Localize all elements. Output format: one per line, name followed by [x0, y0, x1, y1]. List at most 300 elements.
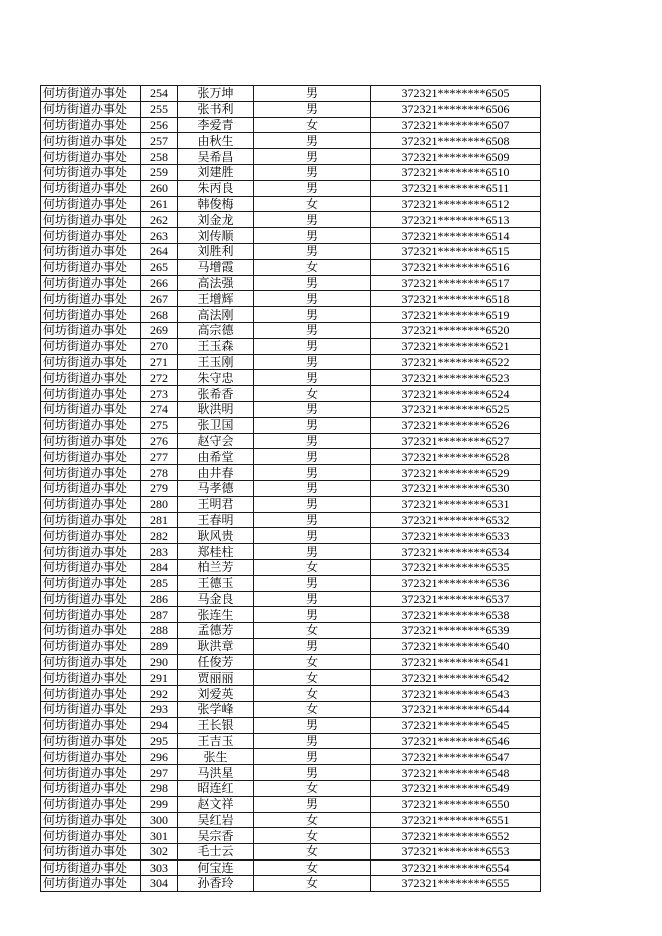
- cell-id-number[interactable]: 372321********6529: [371, 465, 541, 481]
- cell-person-name[interactable]: 张生: [178, 749, 254, 765]
- cell-person-name[interactable]: 李爱青: [178, 117, 254, 133]
- cell-office[interactable]: 何坊街道办事处: [41, 449, 141, 465]
- cell-person-name[interactable]: 耿风贵: [178, 528, 254, 544]
- cell-person-name[interactable]: 柏兰芳: [178, 559, 254, 575]
- cell-serial-number[interactable]: 270: [141, 338, 178, 354]
- cell-id-number[interactable]: 372321********6524: [371, 386, 541, 402]
- cell-serial-number[interactable]: 271: [141, 354, 178, 370]
- cell-serial-number[interactable]: 266: [141, 275, 178, 291]
- table-row: [41, 117, 541, 133]
- table-row: [41, 449, 541, 465]
- cell-gender[interactable]: 女: [254, 259, 371, 275]
- table-row: [41, 654, 541, 670]
- table-row: [41, 796, 541, 812]
- cell-id-number[interactable]: 372321********6525: [371, 401, 541, 417]
- cell-id-number[interactable]: 372321********6520: [371, 322, 541, 338]
- cell-office[interactable]: 何坊街道办事处: [41, 702, 141, 718]
- cell-gender[interactable]: 男: [254, 607, 371, 623]
- cell-serial-number[interactable]: 285: [141, 575, 178, 591]
- cell-person-name[interactable]: 张希香: [178, 386, 254, 402]
- table-row: [41, 196, 541, 212]
- cell-serial-number[interactable]: 273: [141, 386, 178, 402]
- cell-person-name[interactable]: 郑桂柱: [178, 544, 254, 560]
- cell-id-number[interactable]: 372321********6546: [371, 733, 541, 749]
- cell-office[interactable]: 何坊街道办事处: [41, 180, 141, 196]
- cell-gender[interactable]: 男: [254, 307, 371, 323]
- cell-id-number[interactable]: 372321********6505: [371, 86, 541, 102]
- cell-serial-number[interactable]: 281: [141, 512, 178, 528]
- cell-gender[interactable]: 男: [254, 243, 371, 259]
- cell-office[interactable]: 何坊街道办事处: [41, 322, 141, 338]
- table-row: [41, 133, 541, 149]
- table-row: [41, 875, 541, 891]
- table-row: [41, 322, 541, 338]
- cell-person-name[interactable]: 张连生: [178, 607, 254, 623]
- cell-office[interactable]: 何坊街道办事处: [41, 417, 141, 433]
- cell-office[interactable]: 何坊街道办事处: [41, 559, 141, 575]
- cell-person-name[interactable]: 王明君: [178, 496, 254, 512]
- cell-office[interactable]: 何坊街道办事处: [41, 291, 141, 307]
- cell-person-name[interactable]: 朱丙良: [178, 180, 254, 196]
- cell-gender[interactable]: 男: [254, 338, 371, 354]
- table-row: [41, 354, 541, 370]
- cell-serial-number[interactable]: 262: [141, 212, 178, 228]
- cell-serial-number[interactable]: 261: [141, 196, 178, 212]
- cell-office[interactable]: 何坊街道办事处: [41, 860, 141, 876]
- table-row: [41, 559, 541, 575]
- cell-gender[interactable]: 男: [254, 512, 371, 528]
- cell-id-number[interactable]: 372321********6526: [371, 417, 541, 433]
- cell-gender[interactable]: 女: [254, 654, 371, 670]
- cell-id-number[interactable]: 372321********6538: [371, 607, 541, 623]
- cell-id-number[interactable]: 372321********6521: [371, 338, 541, 354]
- cell-office[interactable]: 何坊街道办事处: [41, 796, 141, 812]
- cell-id-number[interactable]: 372321********6507: [371, 117, 541, 133]
- cell-person-name[interactable]: 吴希昌: [178, 149, 254, 165]
- cell-person-name[interactable]: 马孝德: [178, 480, 254, 496]
- cell-office[interactable]: 何坊街道办事处: [41, 133, 141, 149]
- cell-person-name[interactable]: 王玉森: [178, 338, 254, 354]
- cell-gender[interactable]: 女: [254, 702, 371, 718]
- table-row: [41, 575, 541, 591]
- cell-gender[interactable]: 男: [254, 465, 371, 481]
- cell-id-number[interactable]: 372321********6519: [371, 307, 541, 323]
- table-row: [41, 749, 541, 765]
- cell-gender[interactable]: 男: [254, 480, 371, 496]
- cell-person-name[interactable]: 耿洪明: [178, 401, 254, 417]
- cell-person-name[interactable]: 马金良: [178, 591, 254, 607]
- cell-gender[interactable]: 男: [254, 765, 371, 781]
- cell-serial-number[interactable]: 287: [141, 607, 178, 623]
- cell-id-number[interactable]: 372321********6532: [371, 512, 541, 528]
- table-row: [41, 717, 541, 733]
- cell-serial-number[interactable]: 301: [141, 828, 178, 844]
- roster-table-sheet: [40, 85, 541, 892]
- cell-person-name[interactable]: 耿洪章: [178, 638, 254, 654]
- cell-person-name[interactable]: 贾丽丽: [178, 670, 254, 686]
- cell-gender[interactable]: 女: [254, 828, 371, 844]
- cell-person-name[interactable]: 张万坤: [178, 86, 254, 102]
- cell-person-name[interactable]: 吴红岩: [178, 812, 254, 828]
- cell-office[interactable]: 何坊街道办事处: [41, 875, 141, 891]
- cell-serial-number[interactable]: 297: [141, 765, 178, 781]
- cell-id-number[interactable]: 372321********6527: [371, 433, 541, 449]
- cell-office[interactable]: 何坊街道办事处: [41, 401, 141, 417]
- cell-gender[interactable]: 女: [254, 623, 371, 639]
- cell-id-number[interactable]: 372321********6513: [371, 212, 541, 228]
- cell-serial-number[interactable]: 260: [141, 180, 178, 196]
- cell-office[interactable]: 何坊街道办事处: [41, 228, 141, 244]
- cell-id-number[interactable]: 372321********6544: [371, 702, 541, 718]
- table-row: [41, 480, 541, 496]
- cell-serial-number[interactable]: 276: [141, 433, 178, 449]
- cell-person-name[interactable]: 高宗德: [178, 322, 254, 338]
- cell-id-number[interactable]: 372321********6553: [371, 844, 541, 860]
- cell-office[interactable]: 何坊街道办事处: [41, 212, 141, 228]
- cell-person-name[interactable]: 王增辉: [178, 291, 254, 307]
- table-row: [41, 544, 541, 560]
- table-row: [41, 180, 541, 196]
- cell-id-number[interactable]: 372321********6514: [371, 228, 541, 244]
- cell-office[interactable]: 何坊街道办事处: [41, 307, 141, 323]
- cell-person-name[interactable]: 刘传顺: [178, 228, 254, 244]
- cell-serial-number[interactable]: 258: [141, 149, 178, 165]
- table-row: [41, 338, 541, 354]
- cell-office[interactable]: 何坊街道办事处: [41, 117, 141, 133]
- cell-gender[interactable]: 男: [254, 212, 371, 228]
- cell-person-name[interactable]: 马洪星: [178, 765, 254, 781]
- cell-person-name[interactable]: 王长银: [178, 717, 254, 733]
- roster-table: [40, 85, 541, 892]
- cell-gender[interactable]: 男: [254, 133, 371, 149]
- cell-office[interactable]: 何坊街道办事处: [41, 544, 141, 560]
- cell-person-name[interactable]: 韩俊梅: [178, 196, 254, 212]
- cell-id-number[interactable]: 372321********6536: [371, 575, 541, 591]
- cell-gender[interactable]: 女: [254, 559, 371, 575]
- cell-serial-number[interactable]: 292: [141, 686, 178, 702]
- cell-serial-number[interactable]: 280: [141, 496, 178, 512]
- cell-person-name[interactable]: 朱守忠: [178, 370, 254, 386]
- table-row: [41, 417, 541, 433]
- cell-person-name[interactable]: 王玉刚: [178, 354, 254, 370]
- cell-id-number[interactable]: 372321********6550: [371, 796, 541, 812]
- cell-gender[interactable]: 女: [254, 860, 371, 876]
- cell-gender[interactable]: 男: [254, 433, 371, 449]
- table-row: [41, 386, 541, 402]
- cell-gender[interactable]: 男: [254, 417, 371, 433]
- cell-office[interactable]: 何坊街道办事处: [41, 149, 141, 165]
- cell-person-name[interactable]: 何宝连: [178, 860, 254, 876]
- table-row: [41, 781, 541, 797]
- cell-serial-number[interactable]: 288: [141, 623, 178, 639]
- cell-serial-number[interactable]: 269: [141, 322, 178, 338]
- table-row: [41, 812, 541, 828]
- cell-person-name[interactable]: 刘建胜: [178, 164, 254, 180]
- cell-gender[interactable]: 男: [254, 228, 371, 244]
- cell-id-number[interactable]: 372321********6554: [371, 860, 541, 876]
- cell-office[interactable]: 何坊街道办事处: [41, 828, 141, 844]
- cell-serial-number[interactable]: 279: [141, 480, 178, 496]
- table-row: [41, 496, 541, 512]
- cell-office[interactable]: 何坊街道办事处: [41, 686, 141, 702]
- cell-gender[interactable]: 男: [254, 575, 371, 591]
- cell-person-name[interactable]: 孟德芳: [178, 623, 254, 639]
- cell-id-number[interactable]: 372321********6548: [371, 765, 541, 781]
- cell-id-number[interactable]: 372321********6552: [371, 828, 541, 844]
- cell-id-number[interactable]: 372321********6535: [371, 559, 541, 575]
- cell-gender[interactable]: 男: [254, 370, 371, 386]
- cell-person-name[interactable]: 刘胜利: [178, 243, 254, 259]
- cell-serial-number[interactable]: 284: [141, 559, 178, 575]
- cell-serial-number[interactable]: 304: [141, 875, 178, 891]
- table-row: [41, 259, 541, 275]
- cell-person-name[interactable]: 任俊芳: [178, 654, 254, 670]
- cell-serial-number[interactable]: 272: [141, 370, 178, 386]
- cell-office[interactable]: 何坊街道办事处: [41, 733, 141, 749]
- table-row: [41, 149, 541, 165]
- cell-gender[interactable]: 男: [254, 322, 371, 338]
- cell-office[interactable]: 何坊街道办事处: [41, 101, 141, 117]
- cell-office[interactable]: 何坊街道办事处: [41, 765, 141, 781]
- cell-office[interactable]: 何坊街道办事处: [41, 496, 141, 512]
- cell-person-name[interactable]: 王吉玉: [178, 733, 254, 749]
- cell-id-number[interactable]: 372321********6528: [371, 449, 541, 465]
- cell-gender[interactable]: 男: [254, 717, 371, 733]
- cell-gender[interactable]: 男: [254, 354, 371, 370]
- table-row: [41, 164, 541, 180]
- cell-id-number[interactable]: 372321********6523: [371, 370, 541, 386]
- cell-gender[interactable]: 男: [254, 528, 371, 544]
- cell-gender[interactable]: 女: [254, 686, 371, 702]
- cell-office[interactable]: 何坊街道办事处: [41, 196, 141, 212]
- cell-office[interactable]: 何坊街道办事处: [41, 480, 141, 496]
- cell-gender[interactable]: 男: [254, 496, 371, 512]
- cell-id-number[interactable]: 372321********6542: [371, 670, 541, 686]
- cell-id-number[interactable]: 372321********6530: [371, 480, 541, 496]
- cell-serial-number[interactable]: 263: [141, 228, 178, 244]
- cell-id-number[interactable]: 372321********6540: [371, 638, 541, 654]
- cell-person-name[interactable]: 张学峰: [178, 702, 254, 718]
- cell-office[interactable]: 何坊街道办事处: [41, 638, 141, 654]
- cell-gender[interactable]: 男: [254, 544, 371, 560]
- cell-person-name[interactable]: 刘金龙: [178, 212, 254, 228]
- cell-id-number[interactable]: 372321********6549: [371, 781, 541, 797]
- cell-gender[interactable]: 男: [254, 180, 371, 196]
- cell-gender[interactable]: 男: [254, 796, 371, 812]
- cell-office[interactable]: 何坊街道办事处: [41, 512, 141, 528]
- cell-person-name[interactable]: 昭连红: [178, 781, 254, 797]
- cell-id-number[interactable]: 372321********6555: [371, 875, 541, 891]
- cell-office[interactable]: 何坊街道办事处: [41, 623, 141, 639]
- cell-gender[interactable]: 女: [254, 670, 371, 686]
- table-row: [41, 291, 541, 307]
- cell-id-number[interactable]: 372321********6539: [371, 623, 541, 639]
- cell-id-number[interactable]: 372321********6518: [371, 291, 541, 307]
- cell-serial-number[interactable]: 300: [141, 812, 178, 828]
- cell-serial-number[interactable]: 256: [141, 117, 178, 133]
- cell-gender[interactable]: 男: [254, 449, 371, 465]
- cell-serial-number[interactable]: 275: [141, 417, 178, 433]
- cell-gender[interactable]: 男: [254, 291, 371, 307]
- cell-person-name[interactable]: 由井春: [178, 465, 254, 481]
- cell-serial-number[interactable]: 293: [141, 702, 178, 718]
- cell-serial-number[interactable]: 282: [141, 528, 178, 544]
- table-row: [41, 512, 541, 528]
- cell-gender[interactable]: 男: [254, 401, 371, 417]
- cell-office[interactable]: 何坊街道办事处: [41, 781, 141, 797]
- table-row: [41, 370, 541, 386]
- cell-serial-number[interactable]: 277: [141, 449, 178, 465]
- table-body: [41, 86, 541, 892]
- cell-serial-number[interactable]: 298: [141, 781, 178, 797]
- cell-office[interactable]: 何坊街道办事处: [41, 370, 141, 386]
- table-row: [41, 765, 541, 781]
- table-row: [41, 465, 541, 481]
- cell-person-name[interactable]: 高法刚: [178, 307, 254, 323]
- cell-office[interactable]: 何坊街道办事处: [41, 591, 141, 607]
- cell-serial-number[interactable]: 294: [141, 717, 178, 733]
- cell-office[interactable]: 何坊街道办事处: [41, 354, 141, 370]
- cell-id-number[interactable]: 372321********6541: [371, 654, 541, 670]
- cell-person-name[interactable]: 吴宗香: [178, 828, 254, 844]
- cell-office[interactable]: 何坊街道办事处: [41, 338, 141, 354]
- table-row: [41, 228, 541, 244]
- cell-serial-number[interactable]: 290: [141, 654, 178, 670]
- cell-serial-number[interactable]: 291: [141, 670, 178, 686]
- table-row: [41, 528, 541, 544]
- cell-serial-number[interactable]: 295: [141, 733, 178, 749]
- cell-office[interactable]: 何坊街道办事处: [41, 575, 141, 591]
- cell-person-name[interactable]: 马增霞: [178, 259, 254, 275]
- cell-office[interactable]: 何坊街道办事处: [41, 243, 141, 259]
- cell-id-number[interactable]: 372321********6522: [371, 354, 541, 370]
- cell-office[interactable]: 何坊街道办事处: [41, 812, 141, 828]
- cell-id-number[interactable]: 372321********6510: [371, 164, 541, 180]
- cell-office[interactable]: 何坊街道办事处: [41, 844, 141, 860]
- cell-office[interactable]: 何坊街道办事处: [41, 386, 141, 402]
- table-row: [41, 686, 541, 702]
- cell-serial-number[interactable]: 267: [141, 291, 178, 307]
- cell-serial-number[interactable]: 283: [141, 544, 178, 560]
- cell-gender[interactable]: 女: [254, 812, 371, 828]
- cell-gender[interactable]: 男: [254, 638, 371, 654]
- cell-id-number[interactable]: 372321********6537: [371, 591, 541, 607]
- cell-serial-number[interactable]: 259: [141, 164, 178, 180]
- cell-serial-number[interactable]: 268: [141, 307, 178, 323]
- cell-gender[interactable]: 女: [254, 196, 371, 212]
- cell-serial-number[interactable]: 299: [141, 796, 178, 812]
- cell-id-number[interactable]: 372321********6531: [371, 496, 541, 512]
- cell-id-number[interactable]: 372321********6506: [371, 101, 541, 117]
- cell-office[interactable]: 何坊街道办事处: [41, 749, 141, 765]
- cell-office[interactable]: 何坊街道办事处: [41, 528, 141, 544]
- cell-serial-number[interactable]: 302: [141, 844, 178, 860]
- cell-gender[interactable]: 男: [254, 149, 371, 165]
- cell-gender[interactable]: 女: [254, 875, 371, 891]
- cell-office[interactable]: 何坊街道办事处: [41, 275, 141, 291]
- cell-id-number[interactable]: 372321********6508: [371, 133, 541, 149]
- table-row: [41, 591, 541, 607]
- cell-person-name[interactable]: 赵文祥: [178, 796, 254, 812]
- cell-person-name[interactable]: 张卫国: [178, 417, 254, 433]
- cell-gender[interactable]: 女: [254, 117, 371, 133]
- cell-serial-number[interactable]: 274: [141, 401, 178, 417]
- cell-id-number[interactable]: 372321********6547: [371, 749, 541, 765]
- cell-serial-number[interactable]: 289: [141, 638, 178, 654]
- cell-id-number[interactable]: 372321********6511: [371, 180, 541, 196]
- cell-person-name[interactable]: 王春明: [178, 512, 254, 528]
- cell-office[interactable]: 何坊街道办事处: [41, 654, 141, 670]
- cell-id-number[interactable]: 372321********6517: [371, 275, 541, 291]
- cell-id-number[interactable]: 372321********6516: [371, 259, 541, 275]
- cell-office[interactable]: 何坊街道办事处: [41, 259, 141, 275]
- cell-id-number[interactable]: 372321********6533: [371, 528, 541, 544]
- cell-person-name[interactable]: 由秋生: [178, 133, 254, 149]
- cell-gender[interactable]: 男: [254, 101, 371, 117]
- cell-gender[interactable]: 女: [254, 844, 371, 860]
- cell-person-name[interactable]: 孙香玲: [178, 875, 254, 891]
- cell-person-name[interactable]: 毛士云: [178, 844, 254, 860]
- cell-serial-number[interactable]: 296: [141, 749, 178, 765]
- cell-office[interactable]: 何坊街道办事处: [41, 465, 141, 481]
- cell-person-name[interactable]: 刘爱英: [178, 686, 254, 702]
- cell-serial-number[interactable]: 264: [141, 243, 178, 259]
- table-row: [41, 733, 541, 749]
- cell-serial-number[interactable]: 257: [141, 133, 178, 149]
- cell-id-number[interactable]: 372321********6512: [371, 196, 541, 212]
- cell-office[interactable]: 何坊街道办事处: [41, 607, 141, 623]
- cell-office[interactable]: 何坊街道办事处: [41, 717, 141, 733]
- table-row: [41, 607, 541, 623]
- cell-gender[interactable]: 男: [254, 733, 371, 749]
- table-row: [41, 623, 541, 639]
- cell-id-number[interactable]: 372321********6534: [371, 544, 541, 560]
- cell-office[interactable]: 何坊街道办事处: [41, 86, 141, 102]
- cell-person-name[interactable]: 由希堂: [178, 449, 254, 465]
- cell-id-number[interactable]: 372321********6543: [371, 686, 541, 702]
- cell-office[interactable]: 何坊街道办事处: [41, 670, 141, 686]
- cell-gender[interactable]: 男: [254, 164, 371, 180]
- cell-id-number[interactable]: 372321********6545: [371, 717, 541, 733]
- cell-serial-number[interactable]: 278: [141, 465, 178, 481]
- cell-serial-number[interactable]: 303: [141, 860, 178, 876]
- cell-serial-number[interactable]: 286: [141, 591, 178, 607]
- cell-gender[interactable]: 女: [254, 781, 371, 797]
- cell-gender[interactable]: 男: [254, 275, 371, 291]
- cell-id-number[interactable]: 372321********6551: [371, 812, 541, 828]
- cell-person-name[interactable]: 张书利: [178, 101, 254, 117]
- cell-id-number[interactable]: 372321********6509: [371, 149, 541, 165]
- cell-serial-number[interactable]: 265: [141, 259, 178, 275]
- cell-id-number[interactable]: 372321********6515: [371, 243, 541, 259]
- cell-gender[interactable]: 男: [254, 591, 371, 607]
- cell-serial-number[interactable]: 255: [141, 101, 178, 117]
- table-row: [41, 275, 541, 291]
- table-row: [41, 433, 541, 449]
- cell-gender[interactable]: 女: [254, 386, 371, 402]
- cell-person-name[interactable]: 高法强: [178, 275, 254, 291]
- cell-person-name[interactable]: 赵守会: [178, 433, 254, 449]
- table-row: [41, 401, 541, 417]
- cell-office[interactable]: 何坊街道办事处: [41, 164, 141, 180]
- cell-office[interactable]: 何坊街道办事处: [41, 433, 141, 449]
- table-row: [41, 212, 541, 228]
- table-row: [41, 307, 541, 323]
- cell-gender[interactable]: 男: [254, 86, 371, 102]
- cell-person-name[interactable]: 王德玉: [178, 575, 254, 591]
- cell-serial-number[interactable]: 254: [141, 86, 178, 102]
- cell-gender[interactable]: 男: [254, 749, 371, 765]
